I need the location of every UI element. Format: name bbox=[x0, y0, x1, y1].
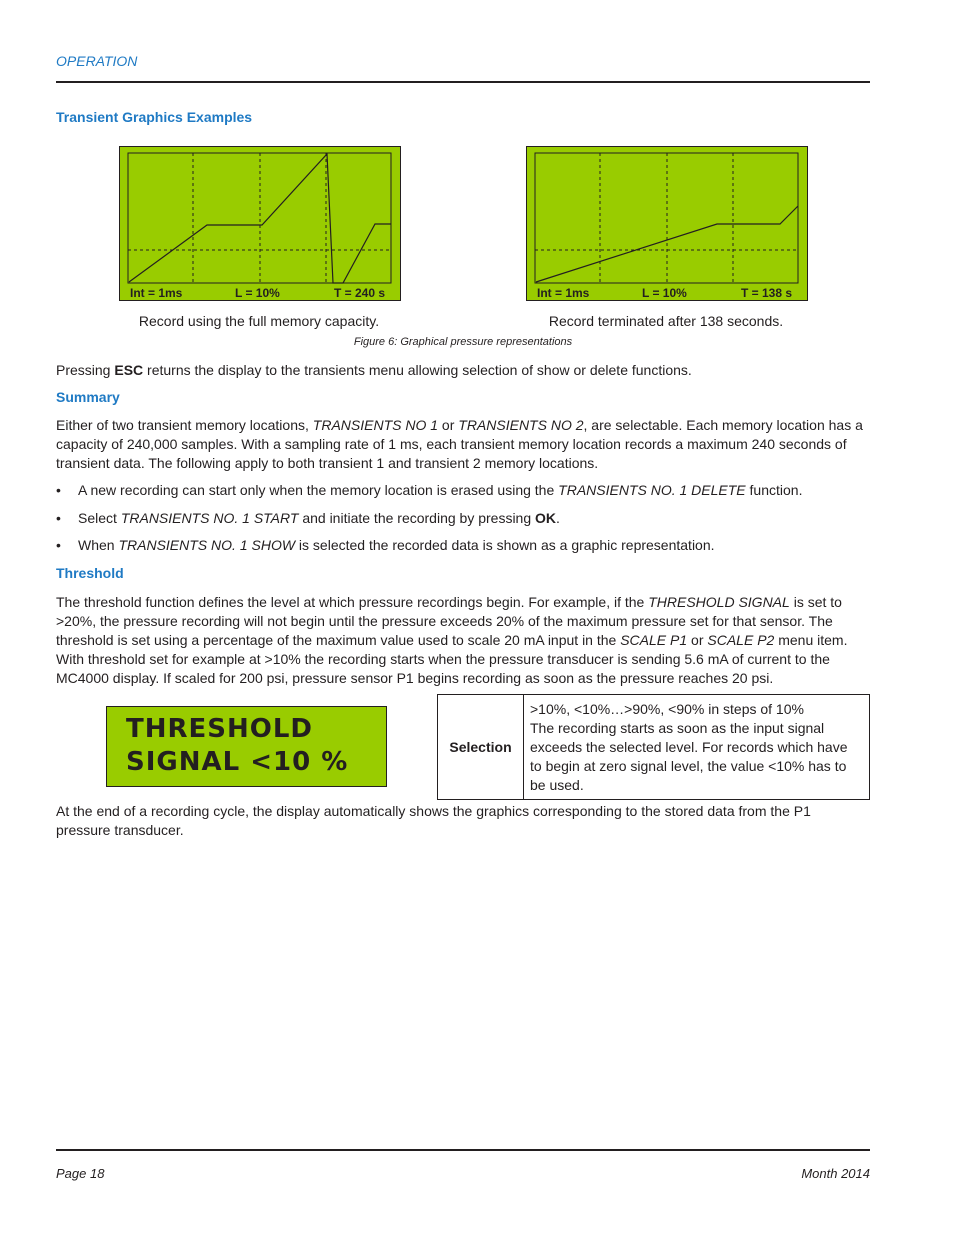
threshold-text-2: is set to >20%, the pressure recording will not begin until the pressure exceeds 20% of the maximum pressure set for that sensor. The threshold is set using a percentage of the maximum value used to scale 20 mA input in the bbox=[56, 594, 842, 648]
bullet-text-b: function. bbox=[745, 482, 803, 498]
graph2-int-label: Int = 1ms bbox=[537, 286, 590, 300]
end-paragraph: At the end of a recording cycle, the display automatically shows the graphics corresponding to the stored data from the P1 pressure transducer. bbox=[56, 803, 811, 838]
threshold-lcd-display bbox=[106, 706, 387, 787]
graph2-plot bbox=[527, 147, 807, 300]
footer-page-number: Page 18 bbox=[56, 1166, 105, 1181]
selection-description-cell bbox=[524, 695, 870, 800]
bullet-term: TRANSIENTS NO. 1 START bbox=[120, 510, 299, 526]
bullet-item bbox=[56, 482, 868, 502]
heading-threshold: Threshold bbox=[56, 565, 124, 581]
selection-label-cell: Selection bbox=[438, 695, 524, 800]
figure-caption: Figure 6: Graphical pressure representations bbox=[353, 336, 573, 348]
graph1-int-label: Int = 1ms bbox=[130, 286, 183, 300]
bullet-bold: OK bbox=[535, 510, 557, 526]
graph2-level-label: L = 10% bbox=[642, 286, 687, 300]
selection-table bbox=[437, 694, 870, 800]
threshold-text-4: menu item. With threshold set for example at >10% the recording starts when the pressure transducer is sending 5.6 mA of current to the MC4000 display. If scaled for 200 psi, pressure sensor P1 begins recording as soon as the pressure reaches 20 psi. bbox=[56, 632, 848, 686]
bullet-text bbox=[78, 482, 868, 498]
threshold-text-3: or bbox=[687, 632, 708, 648]
summary-text-2: or bbox=[438, 417, 459, 433]
header-rule bbox=[56, 81, 870, 83]
lcd-line-1: THRESHOLD bbox=[126, 714, 314, 744]
graph1-level-label: L = 10% bbox=[235, 286, 280, 300]
esc-key-label: ESC bbox=[114, 362, 144, 378]
bullet-dot: • bbox=[56, 482, 61, 498]
graph1-caption: Record using the full memory capacity. bbox=[138, 313, 380, 329]
esc-text-after: returns the display to the transients menu allowing selection of show or delete functions. bbox=[143, 362, 692, 378]
transient-graph-full-memory bbox=[119, 146, 401, 301]
graph1-plot bbox=[120, 147, 400, 300]
esc-text-before: Pressing bbox=[56, 362, 115, 378]
threshold-term-2: SCALE P1 bbox=[620, 632, 688, 648]
bullet-item bbox=[56, 537, 868, 557]
summary-text-1: Either of two transient memory locations, bbox=[56, 417, 313, 433]
threshold-term-1: THRESHOLD SIGNAL bbox=[648, 594, 790, 610]
bullet-term: TRANSIENTS NO. 1 SHOW bbox=[118, 537, 296, 553]
bullet-text-a: Select bbox=[78, 510, 121, 526]
bullet-text-b: is selected the recorded data is shown as a graphic representation. bbox=[295, 537, 715, 553]
graph1-time-label: T = 240 s bbox=[334, 286, 386, 300]
bullet-text-b: and initiate the recording by pressing bbox=[298, 510, 536, 526]
summary-term-1: TRANSIENTS NO 1 bbox=[312, 417, 439, 433]
bullet-text bbox=[78, 537, 868, 553]
transient-graph-terminated bbox=[526, 146, 808, 301]
bullet-text-a: When bbox=[78, 537, 119, 553]
selection-description: The recording starts as soon as the input signal exceeds the selected level. For records which have to begin at zero signal level, the value <10% has to be used. bbox=[530, 719, 848, 793]
summary-paragraph bbox=[56, 416, 868, 473]
heading-summary: Summary bbox=[56, 389, 120, 405]
threshold-paragraph bbox=[56, 593, 868, 688]
threshold-term-3: SCALE P2 bbox=[707, 632, 775, 648]
bullet-text bbox=[78, 510, 868, 526]
footer-date: Month 2014 bbox=[801, 1166, 870, 1181]
threshold-text-1: The threshold function defines the level at which pressure recordings begin. For example, if the bbox=[56, 594, 649, 610]
summary-text-3: , are selectable. Each memory location has a capacity of 240,000 samples. With a sampling rate of 1 ms, each transient memory location records a maximum 240 seconds of transient data. The following apply to both transient 1 and transient 2 memory locations. bbox=[56, 417, 863, 471]
bullet-term: TRANSIENTS NO. 1 DELETE bbox=[558, 482, 746, 498]
section-header: OPERATION bbox=[56, 53, 138, 69]
esc-paragraph bbox=[56, 361, 868, 380]
footer-rule bbox=[56, 1149, 870, 1151]
graph2-time-label: T = 138 s bbox=[741, 286, 793, 300]
selection-options: >10%, <10%…>90%, <90% in steps of 10% bbox=[530, 700, 804, 717]
graph2-caption: Record terminated after 138 seconds. bbox=[548, 313, 784, 329]
bullet-text-c: . bbox=[556, 510, 560, 526]
lcd-line-2: SIGNAL <10 % bbox=[126, 747, 349, 777]
summary-term-2: TRANSIENTS NO 2 bbox=[458, 417, 584, 433]
heading-transient-graphics: Transient Graphics Examples bbox=[56, 109, 253, 125]
bullet-dot: • bbox=[56, 510, 61, 526]
bullet-dot: • bbox=[56, 537, 61, 553]
bullet-text-a: A new recording can start only when the memory location is erased using the bbox=[78, 482, 559, 498]
table-row bbox=[438, 695, 870, 800]
bullet-item bbox=[56, 510, 868, 530]
